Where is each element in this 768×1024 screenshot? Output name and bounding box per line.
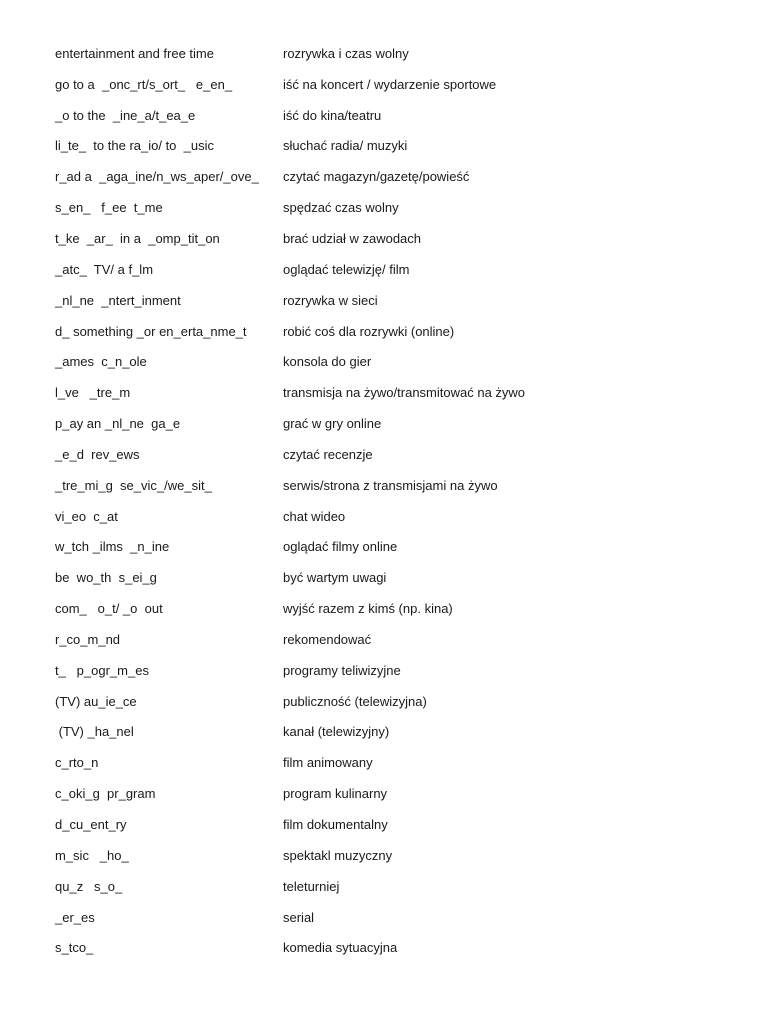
english-phrase: r_ad a _aga_ine/n_ws_aper/_ove_ bbox=[55, 169, 259, 185]
vocabulary-list bbox=[55, 38, 735, 963]
vocab-row bbox=[55, 223, 735, 254]
vocab-row bbox=[55, 100, 735, 131]
vocab-row bbox=[55, 562, 735, 593]
vocab-row bbox=[55, 285, 735, 316]
english-phrase: (TV) au_ie_ce bbox=[55, 693, 137, 709]
polish-translation: robić coś dla rozrywki (online) bbox=[283, 323, 455, 339]
vocab-row bbox=[55, 686, 735, 717]
english-phrase: m_sic _ho_ bbox=[55, 847, 129, 863]
english-phrase: s_tco_ bbox=[55, 940, 94, 956]
vocab-row bbox=[55, 377, 735, 408]
english-phrase: w_tch _ilms _n_ine bbox=[55, 539, 170, 555]
vocab-row bbox=[55, 840, 735, 871]
english-phrase: r_co_m_nd bbox=[55, 631, 121, 647]
english-phrase: go to a _onc_rt/s_ort_ e_en_ bbox=[55, 76, 233, 92]
polish-translation: być wartym uwagi bbox=[283, 570, 387, 586]
vocab-row bbox=[55, 932, 735, 963]
vocab-row bbox=[55, 408, 735, 439]
vocab-row bbox=[55, 655, 735, 686]
polish-translation: transmisja na żywo/transmitować na żywo bbox=[283, 385, 526, 401]
english-phrase: _atc_ TV/ a f_lm bbox=[55, 261, 154, 277]
english-phrase: _nl_ne _ntert_inment bbox=[55, 292, 181, 308]
vocab-row bbox=[55, 501, 735, 532]
polish-translation: spędzać czas wolny bbox=[283, 200, 399, 216]
english-phrase: _tre_mi_g se_vic_/we_sit_ bbox=[55, 477, 212, 493]
vocab-row bbox=[55, 346, 735, 377]
polish-translation: oglądać telewizję/ film bbox=[283, 261, 410, 277]
polish-translation: film dokumentalny bbox=[283, 817, 388, 833]
polish-translation: programy teliwizyjne bbox=[283, 662, 401, 678]
english-phrase: c_oki_g pr_gram bbox=[55, 786, 156, 802]
polish-translation: serial bbox=[283, 909, 315, 925]
english-phrase: c_rto_n bbox=[55, 755, 99, 771]
polish-translation: spektakl muzyczny bbox=[283, 847, 393, 863]
vocab-row bbox=[55, 871, 735, 902]
vocab-row bbox=[55, 778, 735, 809]
english-phrase: (TV) _ha_nel bbox=[55, 724, 134, 740]
english-phrase: vi_eo c_at bbox=[55, 508, 118, 524]
english-phrase: s_en_ f_ee t_me bbox=[55, 200, 163, 216]
vocab-row bbox=[55, 131, 735, 162]
polish-translation: czytać recenzje bbox=[283, 446, 373, 462]
polish-translation: grać w gry online bbox=[283, 416, 382, 432]
english-phrase: com_ o_t/ _o out bbox=[55, 601, 163, 617]
polish-translation: słuchać radia/ muzyki bbox=[283, 138, 408, 154]
vocab-row bbox=[55, 316, 735, 347]
vocab-row bbox=[55, 532, 735, 563]
polish-translation: film animowany bbox=[283, 755, 373, 771]
polish-translation: iść do kina/teatru bbox=[283, 107, 382, 123]
english-phrase: entertainment and free time bbox=[55, 45, 214, 61]
vocab-row bbox=[55, 624, 735, 655]
polish-translation: wyjść razem z kimś (np. kina) bbox=[283, 601, 453, 617]
vocab-row bbox=[55, 439, 735, 470]
english-phrase: be wo_th s_ei_g bbox=[55, 570, 157, 586]
polish-translation: rozrywka w sieci bbox=[283, 292, 378, 308]
polish-translation: teleturniej bbox=[283, 878, 340, 894]
english-phrase: li_te_ to the ra_io/ to _usic bbox=[55, 138, 214, 154]
english-phrase: t_ke _ar_ in a _omp_tit_on bbox=[55, 230, 220, 246]
polish-translation: rozrywka i czas wolny bbox=[283, 45, 409, 61]
polish-translation: program kulinarny bbox=[283, 786, 388, 802]
vocab-row bbox=[55, 809, 735, 840]
vocab-row bbox=[55, 593, 735, 624]
polish-translation: publiczność (telewizyjna) bbox=[283, 693, 427, 709]
english-phrase: _ames c_n_ole bbox=[55, 354, 147, 370]
polish-translation: chat wideo bbox=[283, 508, 346, 524]
english-phrase: _e_d rev_ews bbox=[55, 446, 140, 462]
english-phrase: l_ve _tre_m bbox=[55, 385, 131, 401]
polish-translation: brać udział w zawodach bbox=[283, 230, 422, 246]
polish-translation: czytać magazyn/gazetę/powieść bbox=[283, 169, 470, 185]
vocab-row bbox=[55, 192, 735, 223]
vocab-row bbox=[55, 902, 735, 933]
polish-translation: iść na koncert / wydarzenie sportowe bbox=[283, 76, 497, 92]
english-phrase: qu_z s_o_ bbox=[55, 878, 123, 894]
vocab-row bbox=[55, 747, 735, 778]
vocab-row bbox=[55, 470, 735, 501]
english-phrase: _er_es bbox=[55, 909, 95, 925]
english-phrase: d_ something _or en_erta_nme_t bbox=[55, 323, 247, 339]
polish-translation: serwis/strona z transmisjami na żywo bbox=[283, 477, 498, 493]
polish-translation: konsola do gier bbox=[283, 354, 372, 370]
vocab-row bbox=[55, 69, 735, 100]
english-phrase: _o to the _ine_a/t_ea_e bbox=[55, 107, 196, 123]
vocab-row bbox=[55, 38, 735, 69]
polish-translation: oglądać filmy online bbox=[283, 539, 398, 555]
polish-translation: rekomendować bbox=[283, 631, 372, 647]
polish-translation: kanał (telewizyjny) bbox=[283, 724, 390, 740]
vocab-row bbox=[55, 717, 735, 748]
vocab-row bbox=[55, 161, 735, 192]
english-phrase: p_ay an _nl_ne ga_e bbox=[55, 416, 181, 432]
polish-translation: komedia sytuacyjna bbox=[283, 940, 398, 956]
english-phrase: t_ p_ogr_m_es bbox=[55, 662, 149, 678]
vocab-row bbox=[55, 254, 735, 285]
english-phrase: d_cu_ent_ry bbox=[55, 817, 127, 833]
